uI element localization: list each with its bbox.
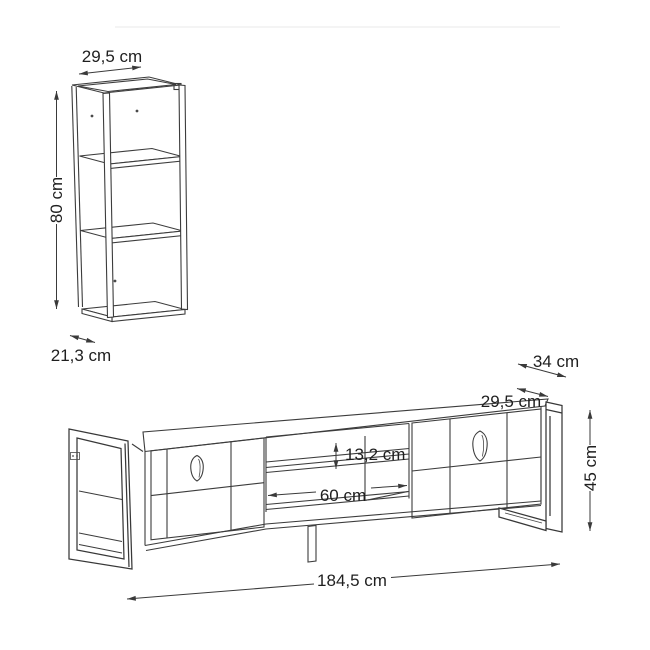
dim-tv-height: [581, 410, 600, 531]
dim-tv-height-label: 45 cm: [581, 444, 600, 492]
dim-shelf-height-label: 80 cm: [47, 176, 66, 224]
dim-tv-depth-body: [481, 389, 548, 412]
dim-tv-niche-height-label: 13,2 cm: [345, 445, 406, 464]
faint-artifact-band: [115, 26, 560, 28]
dim-tv-depth-total: [518, 352, 579, 377]
right-door-handle: [473, 431, 487, 461]
wall-shelf-drawing: [72, 77, 188, 322]
dim-tv-niche-width-label: 60 cm: [319, 486, 367, 505]
left-door: [151, 438, 264, 540]
dim-tv-depth-body-label: 29,5 cm: [480, 392, 542, 411]
dim-tv-depth-total-label: 34 cm: [532, 352, 580, 371]
right-metal-frame: [499, 402, 562, 532]
right-door-handle-inner: [482, 435, 484, 457]
dim-shelf-width-label: 29,5 cm: [81, 47, 143, 66]
dim-shelf-height: [47, 91, 66, 309]
left-door-handle: [191, 456, 204, 482]
middle-leg: [308, 526, 316, 563]
dim-tv-width-total: [127, 564, 560, 599]
right-door: [412, 409, 541, 518]
peg-hole-dot: [114, 280, 117, 283]
dim-shelf-depth-label: 21,3 cm: [50, 346, 112, 365]
left-metal-frame: [69, 429, 143, 569]
left-door-handle-inner: [199, 459, 201, 478]
peg-hole-dot: [136, 110, 139, 113]
wall-mount-latch: [71, 453, 80, 460]
peg-hole-dot: [91, 115, 94, 118]
dim-shelf-width: [79, 47, 142, 74]
tv-stand-drawing: [69, 399, 562, 569]
dim-tv-width-total-label: 184,5 cm: [317, 571, 387, 590]
dim-shelf-depth: [51, 336, 111, 366]
